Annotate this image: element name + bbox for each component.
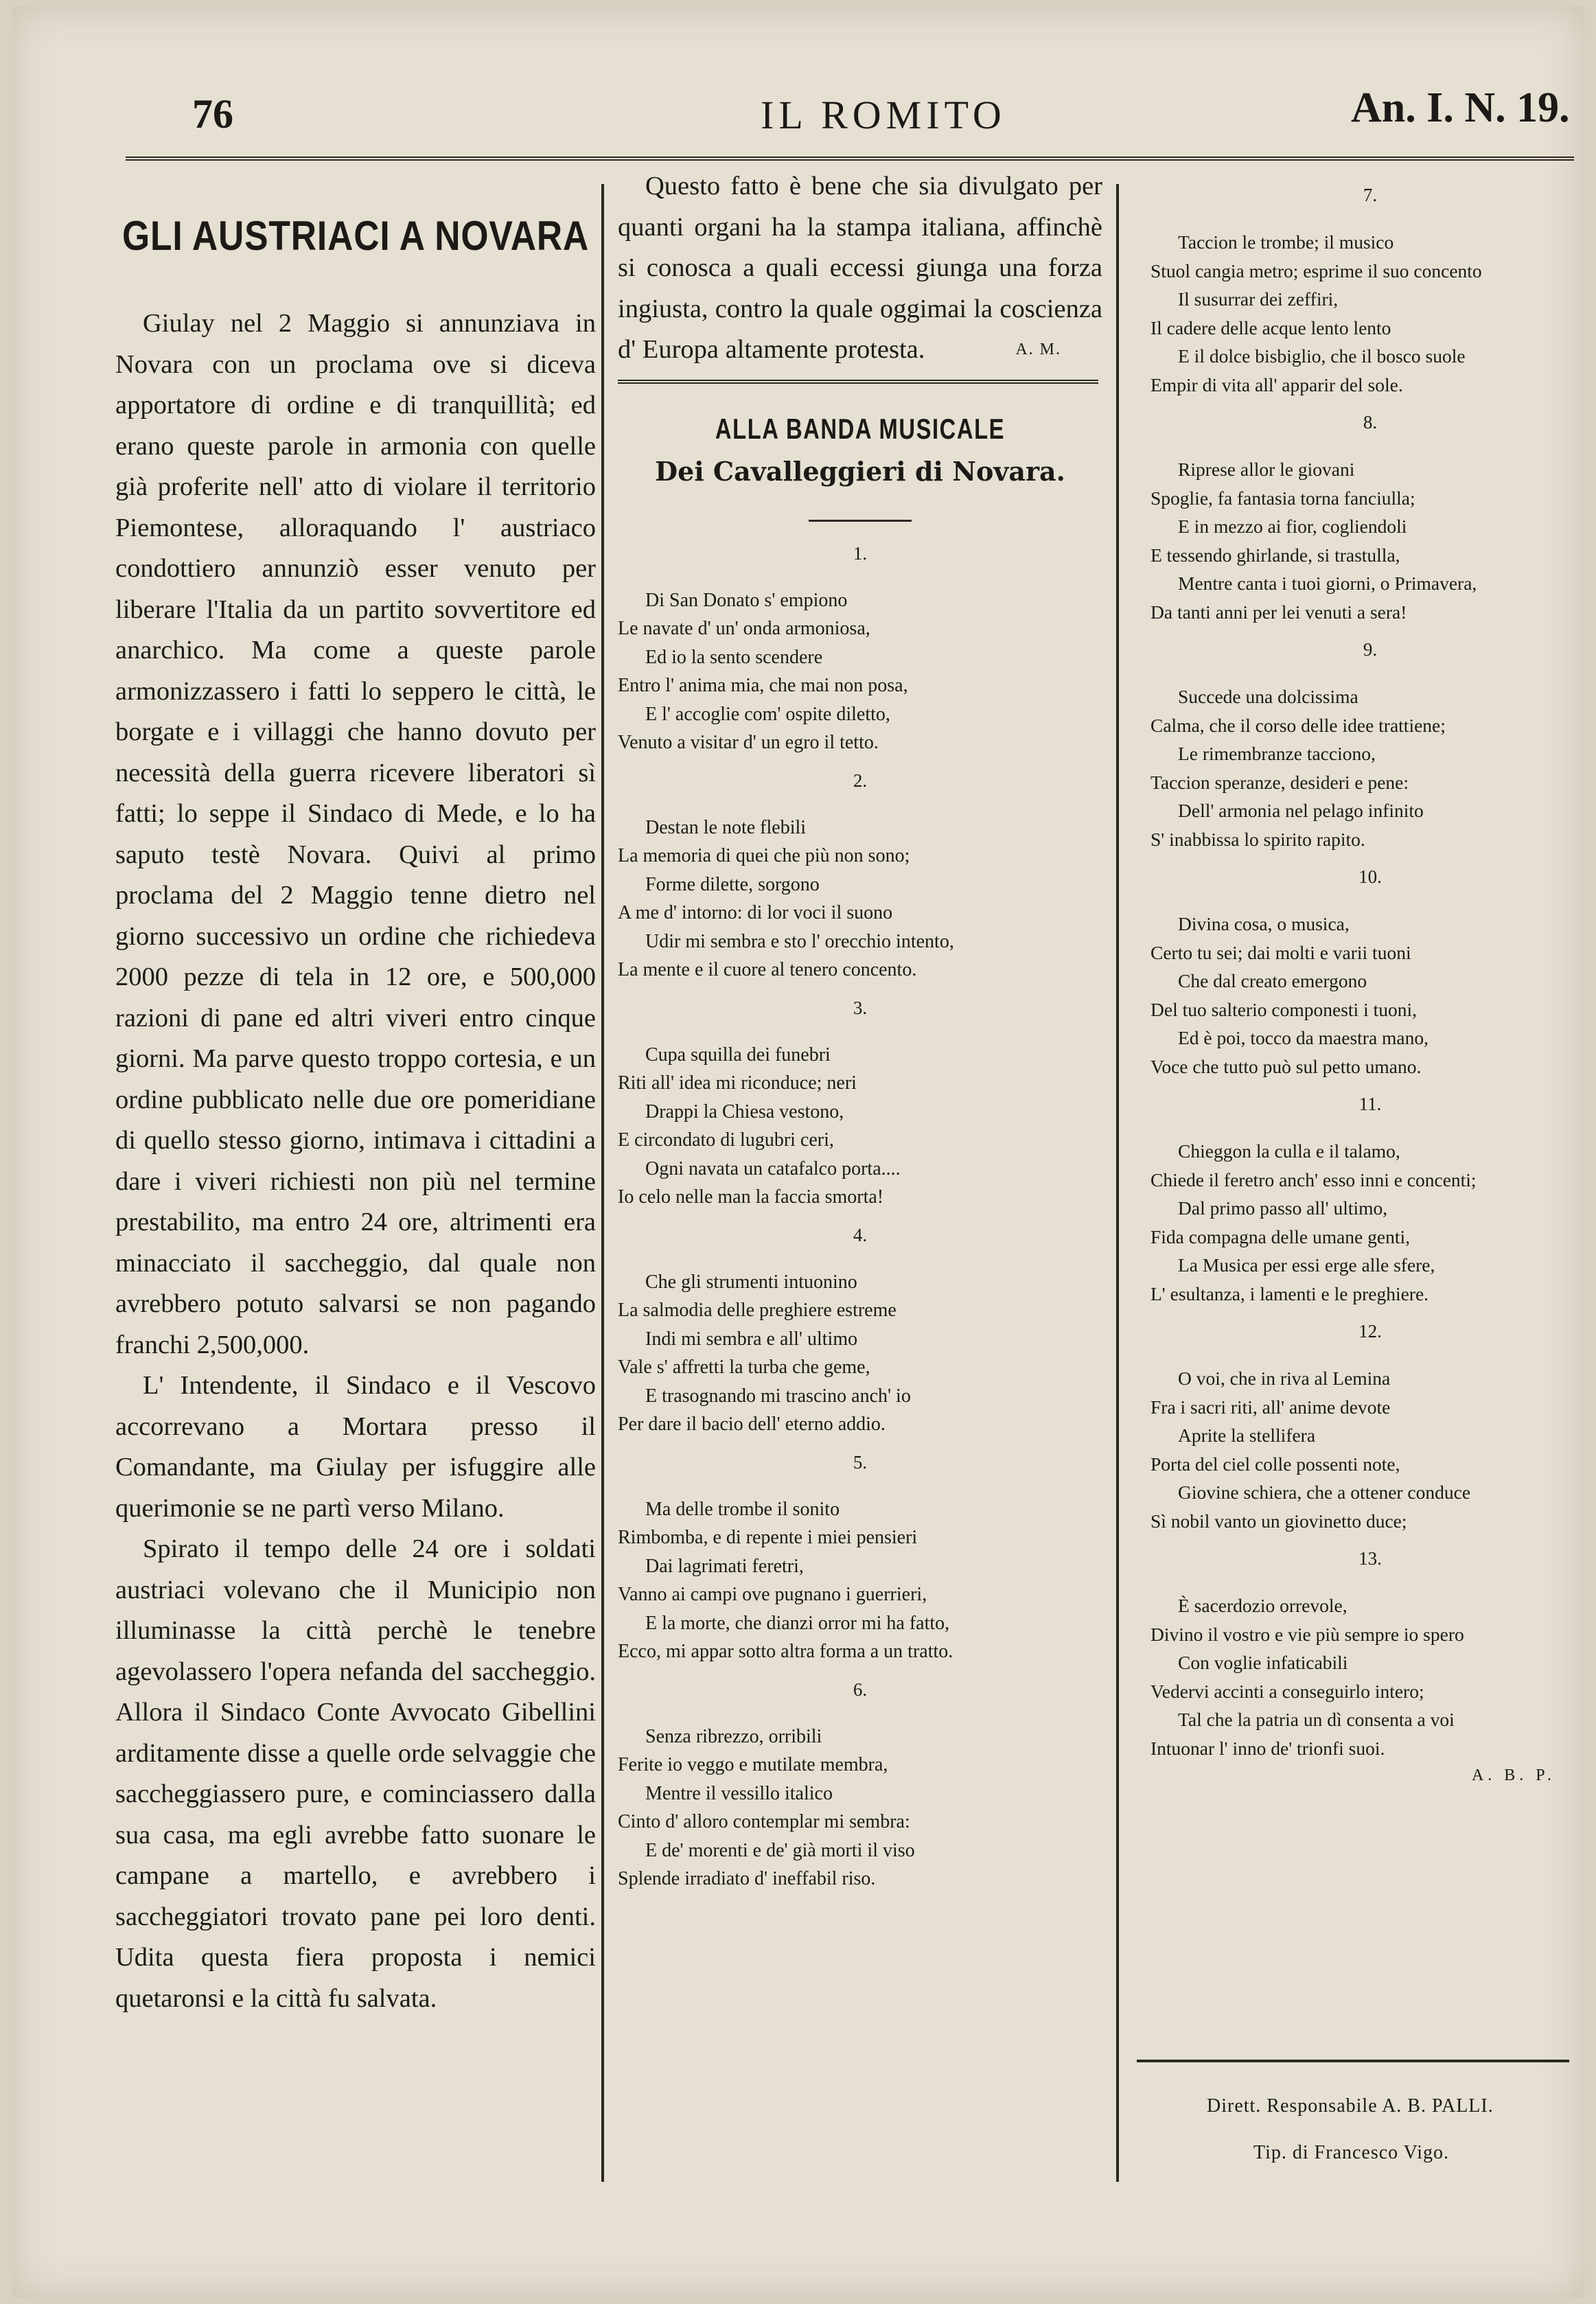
header-rule xyxy=(126,157,1574,161)
verse-line: Riprese allor le giovani xyxy=(1178,459,1355,480)
verse-line: S' inabbissa lo spirito rapito. xyxy=(1150,828,1365,850)
verse-line: Divino il vostro e vie più sempre io spero xyxy=(1150,1623,1464,1645)
verse-line: Ma delle trombe il sonito xyxy=(645,1498,840,1520)
verse-line: Cupa squilla dei funebri xyxy=(645,1044,831,1065)
stanza-group xyxy=(618,537,1102,1893)
verse-line: Di San Donato s' empiono xyxy=(645,589,848,611)
newspaper-title: IL ROMITO xyxy=(761,93,1006,137)
poem-stanza xyxy=(1150,178,1590,399)
verse-line: Destan le note flebili xyxy=(645,816,807,838)
poem-stanza xyxy=(1150,1542,1590,1762)
verse-line: Le rimembranze tacciono, xyxy=(1178,743,1376,764)
printer-credit: Tip. di Francesco Vigo. xyxy=(1253,2142,1449,2163)
page-number: 76 xyxy=(192,91,233,137)
verse-line: E il dolce bisbiglio, che il bosco suole xyxy=(1178,345,1466,367)
verse-line: È sacerdozio orrevole, xyxy=(1178,1595,1348,1616)
verse-line: La salmodia delle preghiere estreme xyxy=(618,1300,897,1321)
poem-stanza xyxy=(618,1446,1102,1666)
poem-stanza xyxy=(1150,406,1590,626)
poem-signature: A. B. P. xyxy=(1471,1766,1555,1784)
poem-stanza xyxy=(618,1219,1102,1439)
section-rule xyxy=(618,380,1098,384)
article-paragraph: L' Intendente, il Sindaco e il Vescovo accorrevano a Mortara presso il Comandante, ma Giulay per isfuggire alle querimonie se ne partì verso Milano. xyxy=(115,1371,596,1523)
verse-line: Taccion le trombe; il musico xyxy=(1178,231,1394,253)
verse-line: Per dare il bacio dell' eterno addio. xyxy=(618,1414,886,1435)
verse-line: Il cadere delle acque lento lento xyxy=(1150,316,1391,338)
stanza-number: 13. xyxy=(1358,1548,1382,1569)
article-paragraph: Giulay nel 2 Maggio si annunziava in Novara con un proclama ove si diceva apportatore di ordine e di tranquillità; ed erano queste parole in armonia con quelle già proferite nell' atto di violare il territorio Piemontese, alloraquando l' austriaco condottiero annunziò esser venuto per liberare l'Italia da un partito sovvertitore ed anarchico. Ma come a queste parole armonizzassero i fatti lo seppero le città, le borgate e i villaggi che hanno dovuto per necessità della guerra ricevere liberatori sì fatti; lo seppe il Sindaco di Mede, e lo ha saputo testè Novara. Quivi al primo proclama del 2 Maggio tenne dietro nel giorno successivo un ordine che richiedeva 2000 pezze di tela in 12 ore, e 500,000 razioni di pane ed altri viveri entro cinque giorni. Ma parve questo troppo cortesia, e un ordine pubblicato nelle due ore pomeridiane di quello stesso giorno, intimava i cittadini a dare i viveri richiesti non più nel termine prestabilito, ma entro 24 ore, altrimenti era minacciato il saccheggio, dal quale non avrebbero potuto salvarsi se non pagando franchi 2,500,000. xyxy=(115,309,596,1359)
poem-stanza xyxy=(1150,1315,1590,1535)
poem-stanza xyxy=(1150,633,1590,853)
verse-line: Taccion speranze, desideri e pene: xyxy=(1150,771,1409,793)
verse-line: Aprite la stellifera xyxy=(1178,1425,1316,1446)
verse-line: Ecco, mi appar sotto altra forma a un tratto. xyxy=(618,1641,953,1662)
verse-line: Certo tu sei; dai molti e varii tuoni xyxy=(1150,941,1411,963)
verse-line: Succede una dolcissima xyxy=(1178,686,1358,707)
poem-column-middle xyxy=(618,166,1102,1900)
verse-line: Il susurrar dei zeffiri, xyxy=(1178,288,1339,310)
poem-stanza xyxy=(1150,860,1590,1081)
verse-line: La memoria di quei che più non sono; xyxy=(618,845,910,866)
verse-line: E tessendo ghirlande, si trastulla, xyxy=(1150,544,1400,566)
stanza-number: 1. xyxy=(853,542,868,564)
poem-subtitle: Dei Cavalleggieri di Novara. xyxy=(655,455,1065,487)
verse-line: Sì nobil vanto un giovinetto duce; xyxy=(1150,1510,1407,1532)
verse-line: Vale s' affretti la turba che geme, xyxy=(618,1357,870,1378)
poem-stanza xyxy=(618,537,1102,757)
article-column xyxy=(115,187,596,2019)
article-title: GLI AUSTRIACI A NOVARA xyxy=(122,213,590,259)
verse-line: Intuonar l' inno de' trionfi suoi. xyxy=(1150,1737,1385,1759)
stanza-number: 5. xyxy=(853,1451,868,1473)
verse-line: Ferite io veggo e mutilate membra, xyxy=(618,1754,888,1775)
stanza-number: 11. xyxy=(1358,1094,1382,1114)
stanza-number: 12. xyxy=(1358,1321,1382,1341)
verse-line: Le navate d' un' onda armoniosa, xyxy=(618,618,870,639)
verse-line: E circondato di lugubri ceri, xyxy=(618,1129,834,1151)
subtitle-rule xyxy=(809,520,912,522)
verse-line: Splende irradiato d' ineffabil riso. xyxy=(618,1868,876,1889)
verse-line: Del tuo salterio componesti i tuoni, xyxy=(1150,998,1417,1020)
stanza-number: 3. xyxy=(853,997,868,1018)
verse-line: Porta del ciel colle possenti note, xyxy=(1150,1453,1400,1475)
poem-title: ALLA BANDA MUSICALE xyxy=(715,412,1006,445)
stanza-number: 8. xyxy=(1363,412,1378,433)
verse-line: Riti all' idea mi riconduce; neri xyxy=(618,1072,857,1094)
verse-line: Empir di vita all' apparir del sole. xyxy=(1150,373,1403,395)
verse-line: O voi, che in riva al Lemina xyxy=(1178,1368,1391,1389)
newspaper-page xyxy=(12,7,1584,2297)
verse-line: Fra i sacri riti, all' anime devote xyxy=(1150,1396,1391,1418)
verse-line: Indi mi sembra e all' ultimo xyxy=(645,1328,858,1350)
poem-stanza xyxy=(618,1673,1102,1893)
verse-line: Da tanti anni per lei venuti a sera! xyxy=(1150,601,1407,623)
verse-line: Cinto d' alloro contemplar mi sembra: xyxy=(618,1811,910,1832)
verse-line: Voce che tutto può sul petto umano. xyxy=(1150,1055,1422,1077)
verse-line: E trasognando mi trascino anch' io xyxy=(645,1385,911,1407)
stanza-number: 7. xyxy=(1363,185,1378,205)
stanza-group xyxy=(1150,178,1590,1762)
verse-line: Ogni navata un catafalco porta.... xyxy=(645,1157,901,1179)
verse-line: Io celo nelle man la faccia smorta! xyxy=(618,1186,884,1208)
article-paragraph: Questo fatto è bene che sia divulgato per quanti organi ha la stampa italiana, affinchè si conosca a quali eccessi giunga una forza ingiusta, contro la quale oggimai la coscienza d' Europa altamente protesta. xyxy=(618,172,1102,364)
column-divider-left xyxy=(601,184,604,2182)
verse-line: E l' accoglie com' ospite diletto, xyxy=(645,703,890,725)
verse-line: Calma, che il corso delle idee trattiene; xyxy=(1150,714,1446,736)
verse-line: Con voglie infaticabili xyxy=(1178,1652,1348,1673)
article-continuation xyxy=(618,166,1102,364)
poem-stanza xyxy=(1150,1087,1590,1308)
verse-line: Mentre il vessillo italico xyxy=(645,1782,833,1804)
verse-line: A me d' intorno: di lor voci il suono xyxy=(618,902,893,923)
verse-line: Udir mi sembra e sto l' orecchio intento, xyxy=(645,930,954,952)
verse-line: Tal che la patria un dì consenta a voi xyxy=(1178,1709,1455,1730)
verse-line: La Musica per essi erge alle sfere, xyxy=(1178,1254,1435,1276)
verse-line: Chiede il feretro anch' esso inni e concenti; xyxy=(1150,1168,1477,1190)
verse-line: La mente e il cuore al tenero concento. xyxy=(618,959,917,980)
verse-line: Ed è poi, tocco da maestra mano, xyxy=(1178,1027,1429,1048)
article-signature: A. M. xyxy=(1015,340,1061,358)
column-divider-right xyxy=(1116,184,1119,2182)
verse-line: Rimbomba, e di repente i miei pensieri xyxy=(618,1527,918,1548)
verse-line: Vanno ai campi ove pugnano i guerrieri, xyxy=(618,1584,927,1605)
verse-line: Mentre canta i tuoi giorni, o Primavera, xyxy=(1178,573,1477,594)
verse-line: Divina cosa, o musica, xyxy=(1178,913,1350,934)
stanza-number: 10. xyxy=(1358,866,1382,887)
verse-line: E in mezzo ai fior, cogliendoli xyxy=(1178,516,1407,537)
poem-stanza xyxy=(618,764,1102,984)
article-paragraph: Spirato il tempo delle 24 ore i soldati austriaci volevano che il Municipio non illuminasse la città perchè le tenebre agevolassero l'opera nefanda del saccheggio. Allora il Sindaco Conte Avvocato Gibellini arditamente disse a quelle orde selvaggie che saccheggiassero pure, e cominciassero dalla sua casa, ma egli avrebbe fatto suonare le campane a martello, e avrebbero i saccheggiatori trovato pane pei loro denti. Udita questa fiera proposta i nemici quetaronsi e la città fu salvata. xyxy=(115,1534,596,2013)
verse-line: Dai lagrimati feretri, xyxy=(645,1555,804,1577)
stanza-number: 9. xyxy=(1363,639,1378,660)
stanza-number: 4. xyxy=(853,1224,868,1245)
verse-line: Fida compagna delle umane genti, xyxy=(1150,1225,1411,1247)
verse-line: Chieggon la culla e il talamo, xyxy=(1178,1140,1400,1162)
verse-line: Forme dilette, sorgono xyxy=(645,873,820,895)
verse-line: Giovine schiera, che a ottener conduce xyxy=(1178,1482,1471,1503)
verse-line: L' esultanza, i lamenti e le preghiere. xyxy=(1150,1282,1429,1304)
verse-line: E la morte, che dianzi orror mi ha fatto, xyxy=(645,1612,950,1634)
verse-line: Ed io la sento scendere xyxy=(645,646,823,668)
issue-number: An. I. N. 19. xyxy=(1351,84,1570,131)
verse-line: Spoglie, fa fantasia torna fanciulla; xyxy=(1150,487,1415,509)
poem-stanza xyxy=(618,991,1102,1212)
verse-line: Stuol cangia metro; esprime il suo concento xyxy=(1150,260,1482,281)
stanza-number: 6. xyxy=(853,1679,868,1700)
verse-line: Dal primo passo all' ultimo, xyxy=(1178,1197,1388,1219)
verse-line: Venuto a visitar d' un egro il tetto. xyxy=(618,732,879,753)
verse-line: Drappi la Chiesa vestono, xyxy=(645,1101,844,1122)
footer-rule xyxy=(1137,2060,1569,2062)
verse-line: Dell' armonia nel pelago infinito xyxy=(1178,800,1424,821)
verse-line: Che dal creato emergono xyxy=(1178,970,1367,991)
verse-line: Senza ribrezzo, orribili xyxy=(645,1725,822,1747)
verse-line: E de' morenti e de' già morti il viso xyxy=(645,1839,915,1861)
director-credit: Dirett. Responsabile A. B. PALLI. xyxy=(1207,2095,1494,2117)
poem-column-right xyxy=(1150,178,1590,1785)
verse-line: Vedervi accinti a conseguirlo intero; xyxy=(1150,1680,1424,1702)
verse-line: Che gli strumenti intuonino xyxy=(645,1271,857,1293)
stanza-number: 2. xyxy=(853,770,868,791)
verse-line: Entro l' anima mia, che mai non posa, xyxy=(618,675,908,696)
